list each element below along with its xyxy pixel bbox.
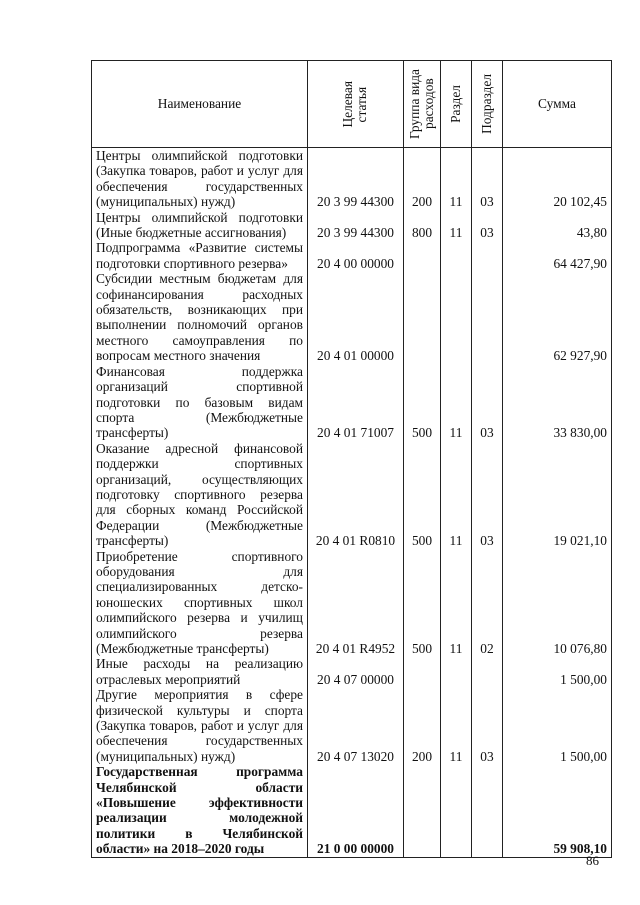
cell-expense-group: 500 (404, 364, 441, 441)
cell-name: Оказание адресной финансовой поддержки спортивных организаций, осуществляющих подготовку спортивного резерва для сборных команд Российской Федерации (Межбюджетные трансферты) (92, 441, 308, 549)
cell-target-article: 20 4 07 00000 (308, 656, 404, 687)
table-row (92, 656, 612, 687)
cell-expense-group: 200 (404, 687, 441, 764)
header-sum: Сумма (503, 61, 612, 148)
cell-target-article: 20 4 01 71007 (308, 364, 404, 441)
cell-section (441, 656, 472, 687)
cell-expense-group: 800 (404, 210, 441, 241)
cell-expense-group: 500 (404, 441, 441, 549)
cell-expense-group (404, 271, 441, 363)
table-row (92, 148, 612, 210)
page-number: 86 (586, 853, 599, 868)
table-row (92, 364, 612, 441)
cell-subsection (472, 764, 503, 857)
table-row (92, 764, 612, 857)
cell-target-article: 21 0 00 00000 (308, 764, 404, 857)
cell-target-article: 20 4 01 R4952 (308, 549, 404, 657)
table-body (92, 148, 612, 858)
cell-section: 11 (441, 364, 472, 441)
cell-sum: 62 927,90 (503, 271, 612, 363)
cell-subsection: 03 (472, 364, 503, 441)
header-section: Раздел (441, 61, 472, 148)
cell-target-article: 20 4 07 13020 (308, 687, 404, 764)
cell-sum: 10 076,80 (503, 549, 612, 657)
cell-section: 11 (441, 441, 472, 549)
cell-target-article: 20 4 01 00000 (308, 271, 404, 363)
table-row (92, 441, 612, 549)
cell-expense-group (404, 764, 441, 857)
cell-name: Подпрограмма «Развитие системы подготовки спортивного резерва» (92, 240, 308, 271)
header-subsection: Подраздел (472, 61, 503, 148)
cell-sum: 64 427,90 (503, 240, 612, 271)
cell-subsection: 03 (472, 441, 503, 549)
cell-target-article: 20 3 99 44300 (308, 210, 404, 241)
table-row (92, 240, 612, 271)
cell-section: 11 (441, 210, 472, 241)
cell-subsection: 03 (472, 210, 503, 241)
cell-name: Финансовая поддержка организаций спортивной подготовки по базовым видам спорта (Межбюджетные трансферты) (92, 364, 308, 441)
cell-expense-group: 500 (404, 549, 441, 657)
cell-sum: 43,80 (503, 210, 612, 241)
cell-name: Государственная программа Челябинской области «Повышение эффективности реализации молодежной политики в Челябинской области» на 2018–2020 годы (92, 764, 308, 857)
header-target-article: Целевая статья (308, 61, 404, 148)
cell-sum: 33 830,00 (503, 364, 612, 441)
table-row (92, 687, 612, 764)
cell-expense-group (404, 656, 441, 687)
cell-sum: 1 500,00 (503, 656, 612, 687)
cell-subsection (472, 656, 503, 687)
cell-name: Центры олимпийской подготовки (Закупка товаров, работ и услуг для обеспечения государственных (муниципальных) нужд) (92, 148, 308, 210)
cell-name: Другие мероприятия в сфере физической культуры и спорта (Закупка товаров, работ и услуг для обеспечения государственных (муниципальных) нужд) (92, 687, 308, 764)
cell-target-article: 20 3 99 44300 (308, 148, 404, 210)
table-row (92, 271, 612, 363)
cell-section: 11 (441, 148, 472, 210)
cell-subsection: 03 (472, 148, 503, 210)
cell-name: Приобретение спортивного оборудования для специализированных детско-юношеских спортивных школ олимпийского резерва и училищ олимпийского резерва (Межбюджетные трансферты) (92, 549, 308, 657)
cell-name: Иные расходы на реализацию отраслевых мероприятий (92, 656, 308, 687)
cell-expense-group: 200 (404, 148, 441, 210)
cell-expense-group (404, 240, 441, 271)
cell-section (441, 271, 472, 363)
cell-target-article: 20 4 00 00000 (308, 240, 404, 271)
cell-subsection (472, 271, 503, 363)
cell-subsection (472, 240, 503, 271)
cell-sum: 19 021,10 (503, 441, 612, 549)
cell-section: 11 (441, 549, 472, 657)
cell-name: Центры олимпийской подготовки (Иные бюджетные ассигнования) (92, 210, 308, 241)
cell-sum: 20 102,45 (503, 148, 612, 210)
cell-subsection: 02 (472, 549, 503, 657)
header-expense-group: Группа вида расходов (404, 61, 441, 148)
cell-name: Субсидии местным бюджетам для софинансирования расходных обязательств, возникающих при выполнении полномочий органов местного самоуправления по вопросам местного значения (92, 271, 308, 363)
cell-sum: 59 908,10 (503, 764, 612, 857)
cell-sum: 1 500,00 (503, 687, 612, 764)
header-name: Наименование (92, 61, 308, 148)
cell-section (441, 764, 472, 857)
budget-table (91, 60, 612, 858)
table-row (92, 549, 612, 657)
cell-target-article: 20 4 01 R0810 (308, 441, 404, 549)
cell-section: 11 (441, 687, 472, 764)
cell-subsection: 03 (472, 687, 503, 764)
table-row (92, 210, 612, 241)
table-header-row (92, 61, 612, 148)
cell-section (441, 240, 472, 271)
